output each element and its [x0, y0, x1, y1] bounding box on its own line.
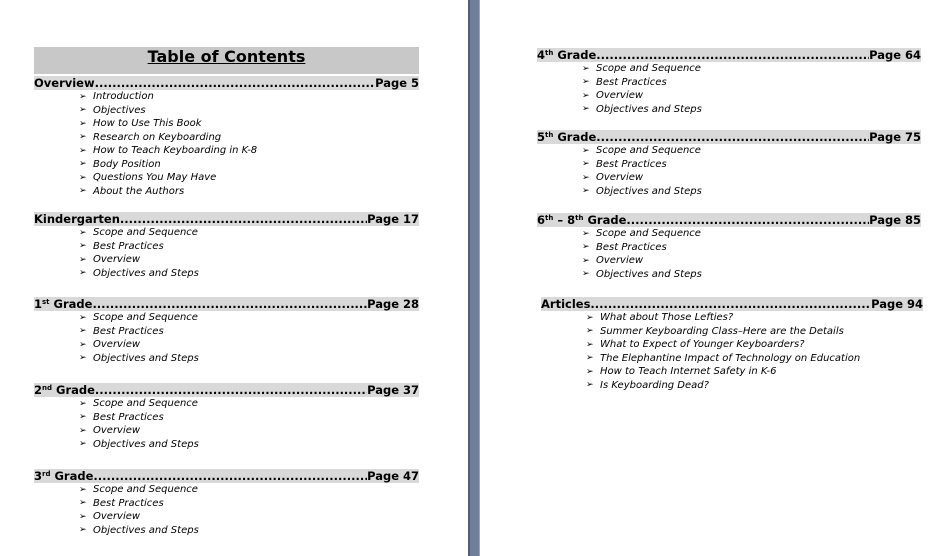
arrow-bullet-icon: ➢ [79, 91, 87, 102]
heading-name: Kindergarten [34, 212, 120, 226]
list-item-label: Scope and Sequence [93, 227, 198, 239]
leader-dots [93, 469, 367, 483]
list-item-label: Research on Keyboarding [93, 131, 222, 143]
list-item-label: Questions You May Have [93, 172, 217, 184]
arrow-bullet-icon: ➢ [586, 326, 594, 337]
section-heading [34, 76, 419, 90]
list-item [34, 253, 419, 267]
list-item [34, 171, 419, 185]
arrow-bullet-icon: ➢ [79, 511, 87, 522]
list-item [34, 267, 419, 281]
arrow-bullet-icon: ➢ [586, 312, 594, 323]
arrow-bullet-icon: ➢ [582, 255, 590, 266]
list-item-label: Scope and Sequence [93, 312, 198, 324]
arrow-bullet-icon: ➢ [79, 105, 87, 116]
arrow-bullet-icon: ➢ [79, 172, 87, 183]
section-grade-3 [34, 469, 419, 537]
section-heading [537, 130, 921, 144]
list-item-label: Overview [596, 172, 644, 184]
list-item [34, 510, 419, 524]
page-number: Page 85 [869, 213, 921, 227]
leader-dots [120, 212, 367, 226]
section-heading [34, 383, 419, 397]
arrow-bullet-icon: ➢ [79, 145, 87, 156]
list-item [537, 241, 921, 255]
section-heading [34, 297, 419, 311]
section-grade-2 [34, 383, 419, 451]
leader-dots [596, 48, 869, 62]
section-heading [537, 213, 921, 227]
item-list [34, 311, 419, 365]
arrow-bullet-icon: ➢ [582, 228, 590, 239]
list-item [34, 311, 419, 325]
list-item-label: Overview [93, 339, 141, 351]
list-item [34, 104, 419, 118]
leader-dots [590, 297, 871, 311]
arrow-bullet-icon: ➢ [582, 172, 590, 183]
list-item [537, 62, 921, 76]
list-item [34, 144, 419, 158]
arrow-bullet-icon: ➢ [79, 312, 87, 323]
list-item [537, 103, 921, 117]
arrow-bullet-icon: ➢ [582, 104, 590, 115]
item-list [34, 226, 419, 280]
list-item-label: Body Position [93, 158, 161, 170]
arrow-bullet-icon: ➢ [582, 159, 590, 170]
toc-title: Table of Contents [34, 47, 419, 74]
list-item-label: Best Practices [596, 241, 667, 253]
arrow-bullet-icon: ➢ [79, 326, 87, 337]
list-item-label: Scope and Sequence [596, 145, 701, 157]
arrow-bullet-icon: ➢ [79, 227, 87, 238]
list-item-label: Is Keyboarding Dead? [600, 379, 709, 391]
list-item [537, 158, 921, 172]
arrow-bullet-icon: ➢ [582, 63, 590, 74]
list-item [34, 438, 419, 452]
heading-name: 3rd Grade [34, 469, 94, 483]
list-item [34, 325, 419, 339]
list-item-label: Scope and Sequence [596, 63, 701, 75]
page-number: Page 5 [375, 76, 419, 90]
item-list [34, 90, 419, 198]
arrow-bullet-icon: ➢ [79, 268, 87, 279]
arrow-bullet-icon: ➢ [582, 186, 590, 197]
list-item [34, 411, 419, 425]
list-item-label: Objectives and Steps [93, 352, 199, 364]
list-item [34, 352, 419, 366]
list-item-label: Objectives and Steps [596, 185, 702, 197]
heading-name: 5th Grade [537, 130, 597, 144]
list-item [537, 185, 921, 199]
list-item [537, 254, 921, 268]
page-number: Page 64 [869, 48, 921, 62]
section-kindergarten [34, 212, 419, 280]
arrow-bullet-icon: ➢ [79, 132, 87, 143]
list-item [541, 379, 923, 393]
list-item-label: Best Practices [93, 497, 164, 509]
section-heading [34, 469, 419, 483]
list-item [541, 352, 923, 366]
page-number: Page 17 [367, 212, 419, 226]
arrow-bullet-icon: ➢ [586, 366, 594, 377]
list-item-label: Objectives and Steps [93, 267, 199, 279]
heading-name: 2nd Grade [34, 383, 95, 397]
list-item [34, 158, 419, 172]
arrow-bullet-icon: ➢ [79, 412, 87, 423]
list-item-label: What to Expect of Younger Keyboarders? [600, 339, 805, 351]
heading-name: 4th Grade [537, 48, 597, 62]
heading-name: Overview [34, 76, 95, 90]
arrow-bullet-icon: ➢ [79, 425, 87, 436]
list-item [34, 483, 419, 497]
list-item [34, 397, 419, 411]
page-number: Page 75 [869, 130, 921, 144]
section-grade-5 [537, 130, 921, 198]
list-item-label: Overview [596, 255, 644, 267]
arrow-bullet-icon: ➢ [79, 118, 87, 129]
arrow-bullet-icon: ➢ [582, 145, 590, 156]
item-list [537, 227, 921, 281]
list-item [34, 424, 419, 438]
section-heading [541, 297, 923, 311]
left-page [0, 0, 468, 556]
list-item [537, 227, 921, 241]
list-item [34, 226, 419, 240]
heading-name: 6th – 8th Grade [537, 213, 627, 227]
heading-name: Articles [541, 297, 591, 311]
leader-dots [95, 383, 367, 397]
list-item-label: How to Use This Book [93, 118, 202, 130]
heading-name: 1st Grade [34, 297, 93, 311]
right-page [480, 0, 948, 556]
arrow-bullet-icon: ➢ [79, 484, 87, 495]
leader-dots [95, 76, 375, 90]
arrow-bullet-icon: ➢ [79, 186, 87, 197]
list-item-label: Best Practices [596, 76, 667, 88]
list-item-label: The Elephantine Impact of Technology on Education [600, 352, 861, 364]
list-item [537, 76, 921, 90]
item-list [541, 311, 923, 392]
list-item-label: Introduction [93, 91, 154, 103]
section-articles [541, 297, 923, 392]
item-list [34, 483, 419, 537]
arrow-bullet-icon: ➢ [586, 339, 594, 350]
arrow-bullet-icon: ➢ [79, 241, 87, 252]
list-item-label: About the Authors [93, 185, 185, 197]
leader-dots [92, 297, 367, 311]
list-item-label: Best Practices [93, 240, 164, 252]
list-item-label: How to Teach Internet Safety in K-6 [600, 366, 777, 378]
list-item-label: Best Practices [93, 325, 164, 337]
section-grade-4 [537, 48, 921, 116]
list-item [34, 90, 419, 104]
list-item-label: Best Practices [93, 411, 164, 423]
list-item-label: Objectives and Steps [596, 103, 702, 115]
section-heading [34, 212, 419, 226]
leader-dots [596, 130, 869, 144]
list-item-label: Summer Keyboarding Class–Here are the Details [600, 325, 844, 337]
arrow-bullet-icon: ➢ [582, 242, 590, 253]
list-item [537, 268, 921, 282]
list-item-label: Objectives and Steps [93, 524, 199, 536]
list-item-label: Best Practices [596, 158, 667, 170]
arrow-bullet-icon: ➢ [79, 159, 87, 170]
arrow-bullet-icon: ➢ [79, 439, 87, 450]
list-item [537, 144, 921, 158]
arrow-bullet-icon: ➢ [586, 353, 594, 364]
list-item-label: How to Teach Keyboarding in K-8 [93, 145, 258, 157]
page-number: Page 28 [367, 297, 419, 311]
list-item-label: Overview [93, 425, 141, 437]
list-item-label: Scope and Sequence [596, 228, 701, 240]
arrow-bullet-icon: ➢ [79, 398, 87, 409]
list-item [34, 240, 419, 254]
arrow-bullet-icon: ➢ [586, 380, 594, 391]
item-list [537, 144, 921, 198]
arrow-bullet-icon: ➢ [79, 339, 87, 350]
list-item [34, 131, 419, 145]
list-item-label: Scope and Sequence [93, 484, 198, 496]
list-item [34, 117, 419, 131]
page-number: Page 47 [367, 469, 419, 483]
list-item [537, 171, 921, 185]
list-item-label: Objectives and Steps [93, 438, 199, 450]
section-grade-1 [34, 297, 419, 365]
page-number: Page 94 [871, 297, 923, 311]
arrow-bullet-icon: ➢ [79, 353, 87, 364]
arrow-bullet-icon: ➢ [582, 269, 590, 280]
list-item [34, 497, 419, 511]
list-item-label: Scope and Sequence [93, 398, 198, 410]
arrow-bullet-icon: ➢ [79, 498, 87, 509]
list-item-label: Objectives and Steps [596, 268, 702, 280]
page-number: Page 37 [367, 383, 419, 397]
leader-dots [626, 213, 869, 227]
list-item-label: What about Those Lefties? [600, 312, 734, 324]
list-item-label: Overview [596, 90, 644, 102]
list-item [34, 338, 419, 352]
section-overview [34, 76, 419, 198]
list-item-label: Objectives [93, 104, 146, 116]
arrow-bullet-icon: ➢ [582, 77, 590, 88]
list-item [34, 185, 419, 199]
page-separator [468, 0, 480, 556]
list-item-label: Overview [93, 511, 141, 523]
list-item [34, 524, 419, 538]
list-item [537, 89, 921, 103]
list-item [541, 338, 923, 352]
item-list [537, 62, 921, 116]
item-list [34, 397, 419, 451]
section-grade-6-8 [537, 213, 921, 281]
section-heading [537, 48, 921, 62]
list-item [541, 311, 923, 325]
list-item [541, 325, 923, 339]
arrow-bullet-icon: ➢ [582, 90, 590, 101]
list-item [541, 365, 923, 379]
arrow-bullet-icon: ➢ [79, 525, 87, 536]
list-item-label: Overview [93, 254, 141, 266]
arrow-bullet-icon: ➢ [79, 254, 87, 265]
